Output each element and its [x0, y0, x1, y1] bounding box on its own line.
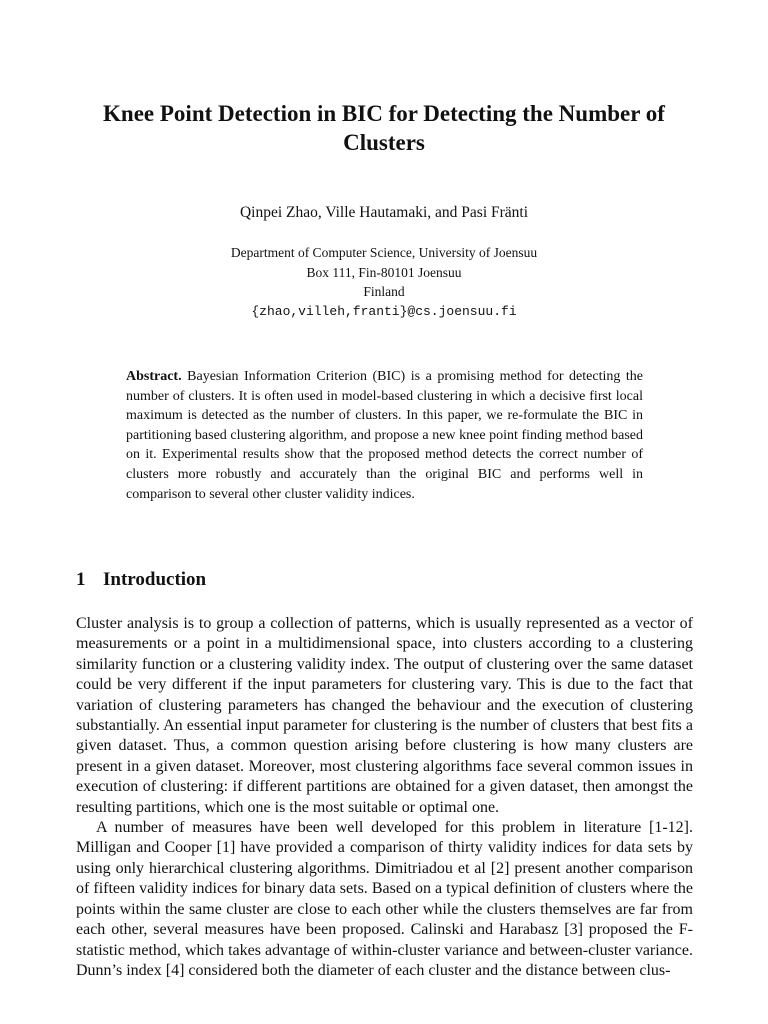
- introduction-body: [76, 614, 693, 981]
- abstract: [126, 367, 643, 504]
- abstract-label: Abstract.: [126, 369, 182, 384]
- affiliation-block: [0, 243, 768, 321]
- paragraph: A number of measures have been well developed for this problem in literature [1-12]. Milligan and Cooper [1] have provided a comparison of thirty validity indices for data sets by using only hierarchical clustering algorithms. Dimitriadou et al [2] present another comparison of fifteen validity indices for binary data sets. Based on a typical definition of clusters where the points within the same cluster are close to each other while the clusters themselves are far from each other, several measures have been proposed. Calinski and Harabasz [3] proposed the F-statistic method, which takes advantage of within-cluster variance and between-cluster variance. Dunn’s index [4] considered both the diameter of each cluster and the distance between clus-: [76, 819, 693, 979]
- abstract-text: Bayesian Information Criterion (BIC) is a promising method for detecting the number of clusters. It is often used in model-based clustering in which a decisive first local maximum is detected as the number of clusters. In this paper, we re-formulate the BIC in partitioning based clustering algorithm, and propose a new knee point finding method based on it. Experimental results show that the proposed method detects the correct number of clusters more robustly and accurately than the original BIC and performs well in comparison to several other cluster validity indices.: [126, 369, 643, 502]
- affiliation-address: Box 111, Fin-80101 Joensuu: [306, 264, 462, 280]
- paper-title: Knee Point Detection in BIC for Detecting the Number of Clusters: [103, 101, 665, 155]
- paragraph: Cluster analysis is to group a collection of patterns, which is usually represented as a vector of measurements or a point in a multidimensional space, into clusters according to a clustering similarity function or a clustering validity index. The output of clustering over the same dataset could be very different if the input parameters for clustering vary. This is due to the fact that variation of clustering parameters has changed the behaviour and the execution of clustering substantially. An essential input parameter for clustering is the number of clusters that best fits a given dataset. Thus, a common question arising before clustering is how many clusters are present in a given dataset. Moreover, most clustering algorithms face several common issues in execution of clustering: if different partitions are obtained for a given dataset, then amongst the resulting partitions, which one is the most suitable or optimal one.: [76, 615, 693, 816]
- affiliation-department: Department of Computer Science, University of Joensuu: [230, 245, 538, 260]
- section-heading-introduction: [76, 568, 206, 592]
- section-number: 1: [76, 569, 86, 590]
- section-title: Introduction: [103, 569, 207, 590]
- author-list: Qinpei Zhao, Ville Hautamaki, and Pasi Fränti: [239, 204, 529, 221]
- author-emails: {zhao,villeh,franti}@cs.joensuu.fi: [251, 303, 517, 319]
- affiliation-country: Finland: [363, 284, 405, 299]
